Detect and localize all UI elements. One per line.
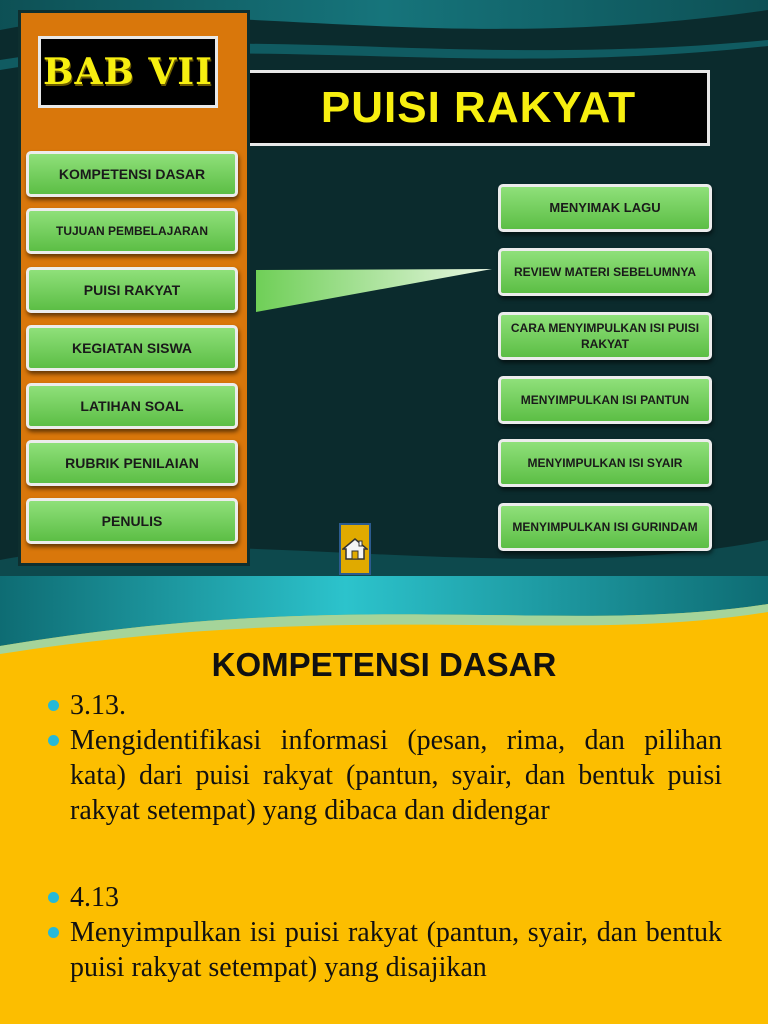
menu-rubrik-penilaian-button[interactable]: RUBRIK PENILAIAN: [26, 440, 238, 486]
list-item-text: 3.13.: [70, 690, 126, 721]
pointer-arrow: [254, 268, 494, 314]
menyimpulkan-syair-button[interactable]: MENYIMPULKAN ISI SYAIR: [498, 439, 712, 487]
home-icon: [342, 537, 368, 561]
list-item-text: Menyimpulkan isi puisi rakyat (pantun, syair, dan bentuk puisi rakyat setempat) yang disajikan: [70, 917, 722, 983]
menyimak-lagu-button[interactable]: MENYIMAK LAGU: [498, 184, 712, 232]
menu-puisi-rakyat-button[interactable]: PUISI RAKYAT: [26, 267, 238, 313]
bullet-icon: [48, 700, 59, 711]
menu-penulis-button[interactable]: PENULIS: [26, 498, 238, 544]
menu-tujuan-pembelajaran-button[interactable]: TUJUAN PEMBELAJARAN: [26, 208, 238, 254]
bullet-list: [48, 688, 722, 985]
kompetensi-slide: [0, 576, 768, 1024]
menu-latihan-soal-button[interactable]: LATIHAN SOAL: [26, 383, 238, 429]
home-button[interactable]: [339, 523, 371, 575]
list-item: [48, 688, 722, 723]
list-item-text: 4.13: [70, 882, 119, 913]
bullet-icon: [48, 927, 59, 938]
cara-menyimpulkan-button[interactable]: CARA MENYIMPULKAN ISI PUISI RAKYAT: [498, 312, 712, 360]
list-item: [48, 723, 722, 828]
menyimpulkan-gurindam-button[interactable]: MENYIMPULKAN ISI GURINDAM: [498, 503, 712, 551]
menyimpulkan-pantun-button[interactable]: MENYIMPULKAN ISI PANTUN: [498, 376, 712, 424]
list-item: [48, 880, 722, 915]
menu-kompetensi-dasar-button[interactable]: KOMPETENSI DASAR: [26, 151, 238, 197]
slide-title: PUISI RAKYAT: [250, 70, 710, 146]
section-title: KOMPETENSI DASAR: [211, 646, 557, 683]
wave-decoration: [0, 576, 768, 656]
bullet-icon: [48, 735, 59, 746]
list-item-text: Mengidentifikasi informasi (pesan, rima, dan pilihan kata) dari puisi rakyat (pantun, syair, dan bentuk puisi rakyat setempat) yang dibaca dan didengar: [70, 725, 722, 826]
review-materi-button[interactable]: REVIEW MATERI SEBELUMNYA: [498, 248, 712, 296]
chapter-label: BAB VII: [38, 36, 218, 108]
list-item: [48, 915, 722, 985]
bullet-icon: [48, 892, 59, 903]
menu-kegiatan-siswa-button[interactable]: KEGIATAN SISWA: [26, 325, 238, 371]
